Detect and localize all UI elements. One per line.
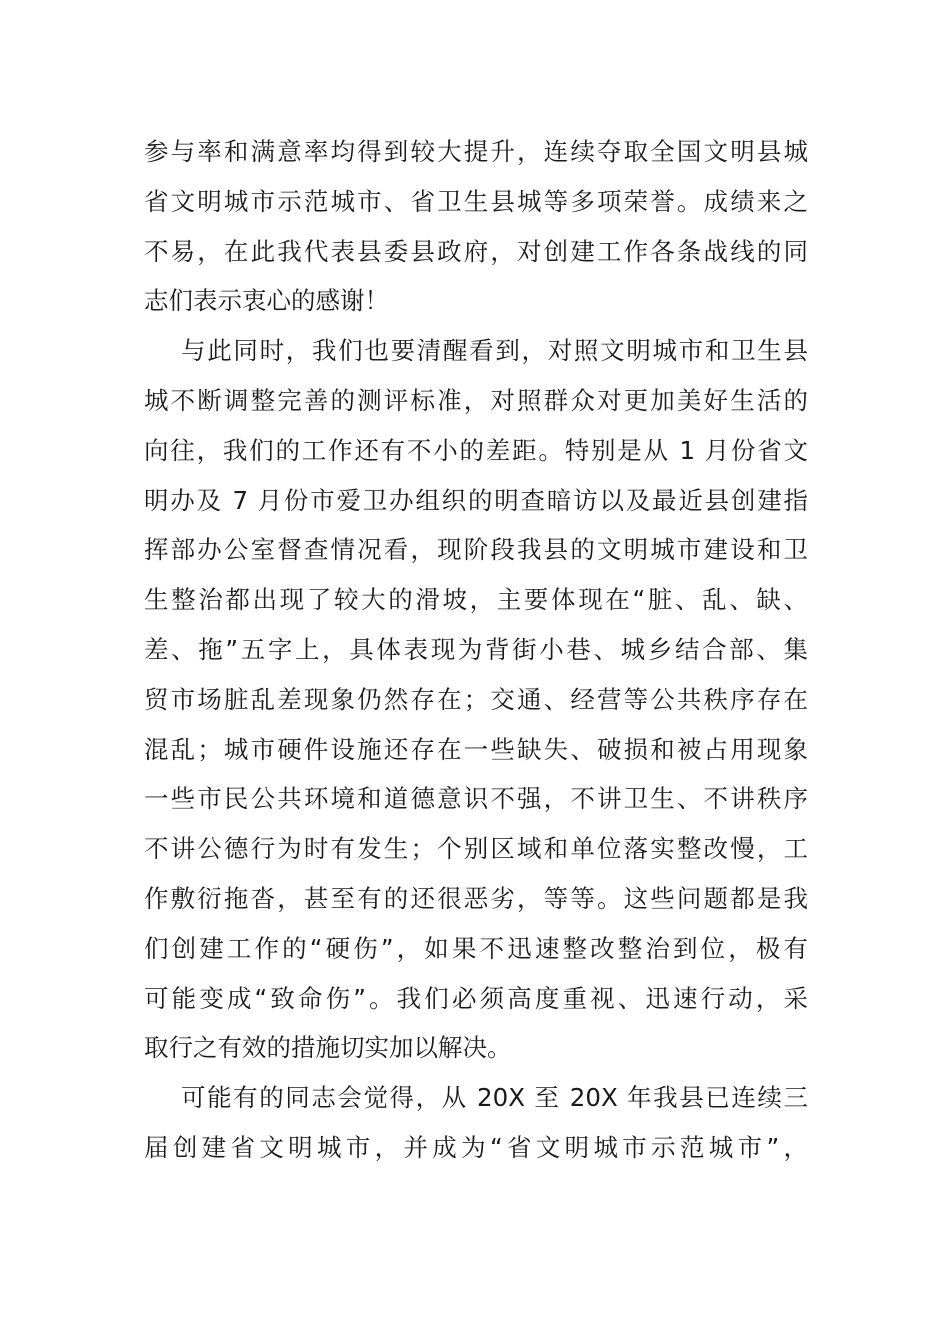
- text-line: 作敷衍拖沓，甚至有的还很恶劣，等等。这些问题都是我: [144, 883, 808, 913]
- text-line: 一些市民公共环境和道德意识不强，不讲卫生、不讲秩序: [144, 784, 808, 814]
- text-line: 参与率和满意率均得到较大提升，连续夺取全国文明县城: [144, 137, 808, 166]
- text-line: 可能变成“致命伤”。我们必须高度重视、迅速行动，采: [144, 983, 808, 1013]
- text-line: 城不断调整完善的测评标准，对照群众对更加美好生活的: [144, 385, 808, 415]
- text-line: 志们表示衷心的感谢！: [144, 286, 389, 316]
- text-line: 可能有的同志会觉得，从 20X 至 20X 年我县已连续三: [181, 1083, 808, 1113]
- text-line: 们创建工作的“硬伤”，如果不迅速整改整治到位，极有: [144, 933, 808, 963]
- text-line: 贸市场脏乱差现象仍然存在；交通、经营等公共秩序存在: [144, 684, 808, 714]
- text-line: 与此同时，我们也要清醒看到，对照文明城市和卫生县: [181, 336, 808, 366]
- text-line: 差、拖”五字上，具体表现为背街小巷、城乡结合部、集: [144, 634, 808, 664]
- text-line: 挥部办公室督查情况看，现阶段我县的文明城市建设和卫: [144, 535, 808, 565]
- text-line: 向往，我们的工作还有不小的差距。特别是从 1 月份省文: [144, 435, 808, 465]
- text-line: 届创建省文明城市，并成为“省文明城市示范城市”，: [144, 1132, 808, 1162]
- text-line: 不易，在此我代表县委县政府，对创建工作各条战线的同: [144, 236, 808, 266]
- text-line: 混乱；城市硬件设施还存在一些缺失、破损和被占用现象: [144, 734, 808, 764]
- text-line: 明办及 7 月份市爱卫办组织的明查暗访以及最近县创建指: [144, 485, 808, 515]
- body-text: [144, 127, 808, 1173]
- text-line: 生整治都出现了较大的滑坡，主要体现在“脏、乱、缺、: [144, 585, 808, 615]
- text-line: 取行之有效的措施切实加以解决。: [144, 1033, 512, 1063]
- text-line: 省文明城市示范城市、省卫生县城等多项荣誉。成绩来之: [144, 186, 808, 216]
- text-line: 不讲公德行为时有发生；个别区域和单位落实整改慢，工: [144, 834, 808, 864]
